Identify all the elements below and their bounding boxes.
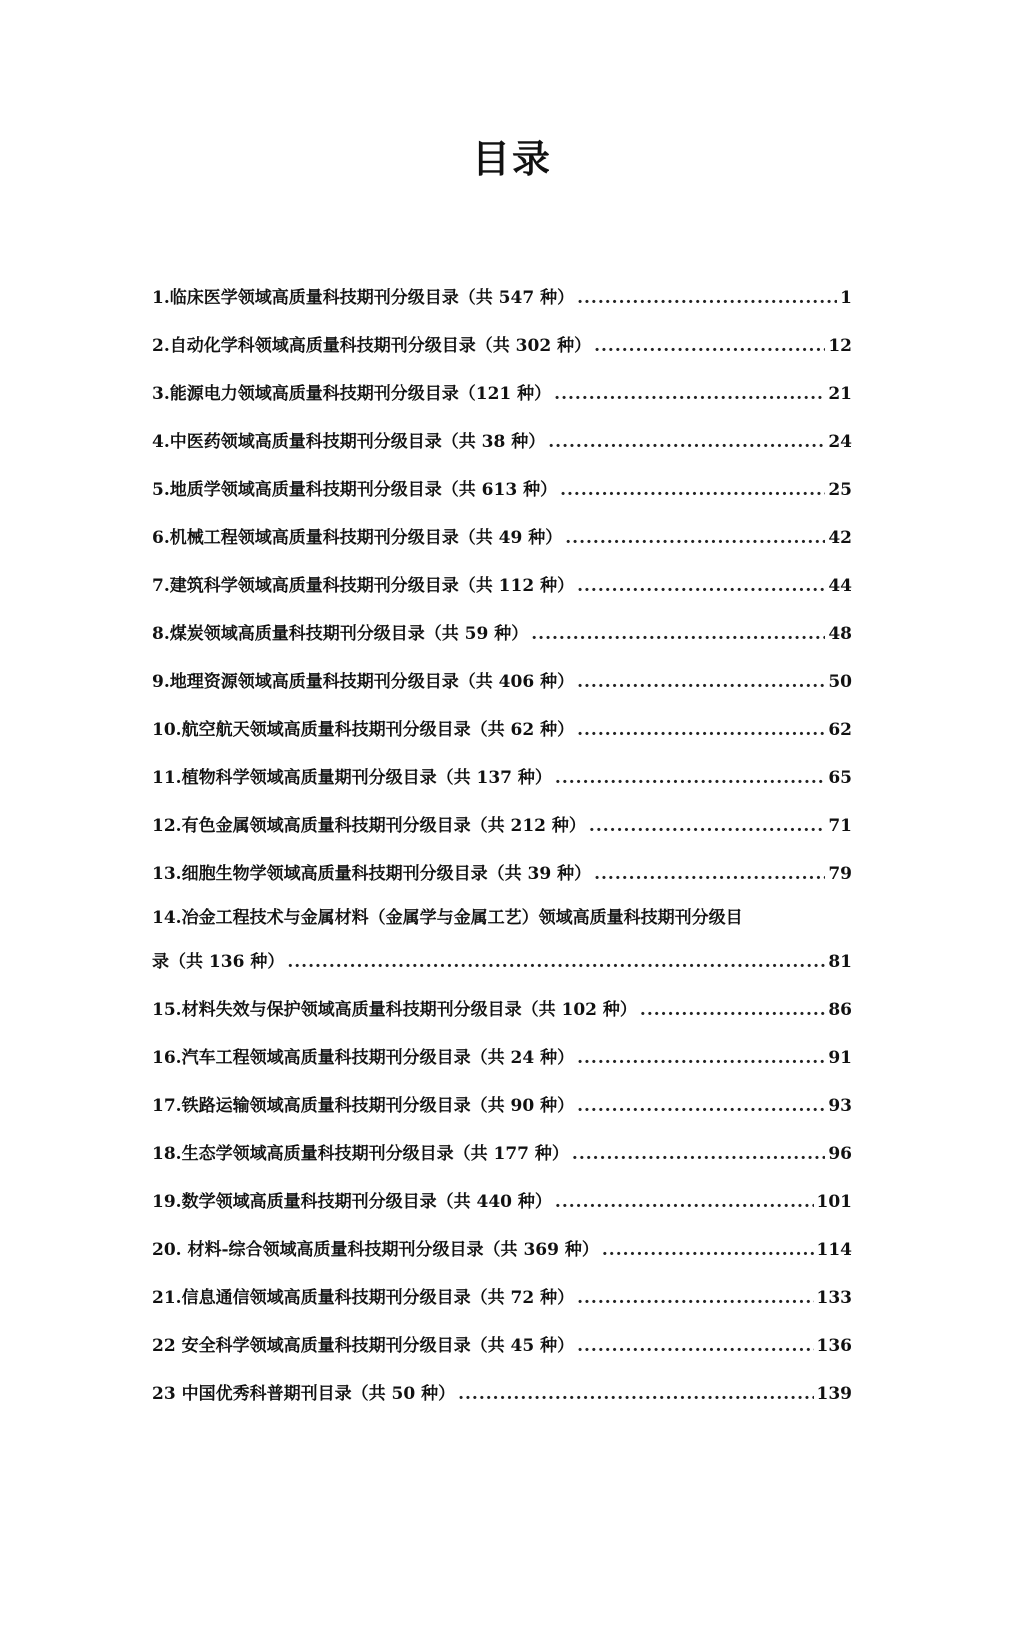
toc-entry-title: 1.临床医学领域高质量科技期刊分级目录（共 547 种） — [152, 288, 575, 308]
toc-entry-title: 5.地质学领域高质量科技期刊分级目录（共 613 种） — [152, 480, 558, 500]
toc-entry-title: 8.煤炭领域高质量科技期刊分级目录（共 59 种） — [152, 624, 529, 644]
toc-entry[interactable] — [152, 859, 852, 907]
toc-leader-dots — [577, 1096, 825, 1116]
toc-entry[interactable] — [152, 995, 852, 1043]
toc-leader-dots — [589, 816, 825, 836]
toc-entry-continuation — [152, 947, 852, 995]
toc-leader-dots — [577, 1336, 813, 1356]
toc-entry-title: 11.植物科学领域高质量期刊分级目录（共 137 种） — [152, 768, 552, 788]
toc-entry-title: 19.数学领域高质量科技期刊分级目录（共 440 种） — [152, 1192, 552, 1212]
toc-page-number: 133 — [816, 1288, 852, 1308]
toc-entry-title: 3.能源电力领域高质量科技期刊分级目录（121 种） — [152, 384, 552, 404]
toc-leader-dots — [565, 528, 825, 548]
toc-entry-title: 9.地理资源领域高质量科技期刊分级目录（共 406 种） — [152, 672, 575, 692]
toc-leader-dots — [577, 1048, 825, 1068]
toc-entry-title: 12.有色金属领域高质量科技期刊分级目录（共 212 种） — [152, 816, 586, 836]
toc-page-number: 1 — [840, 288, 852, 308]
toc-page-number: 136 — [816, 1336, 852, 1356]
toc-leader-dots — [287, 952, 825, 972]
toc-entry[interactable] — [152, 619, 852, 667]
toc-page-number: 12 — [828, 336, 852, 356]
toc-entry[interactable] — [152, 523, 852, 571]
toc-entry[interactable] — [152, 1283, 852, 1331]
toc-page-number: 24 — [828, 432, 852, 452]
toc-entry[interactable] — [152, 667, 852, 715]
toc-entry[interactable] — [152, 763, 852, 811]
toc-page-number: 79 — [828, 864, 852, 884]
toc-entry-title: 2.自动化学科领域高质量科技期刊分级目录（共 302 种） — [152, 336, 592, 356]
toc-page-number: 81 — [828, 952, 852, 972]
toc-leader-dots — [555, 1192, 814, 1212]
toc-page-number: 96 — [828, 1144, 852, 1164]
toc-leader-dots — [548, 432, 825, 452]
toc-entry[interactable] — [152, 1091, 852, 1139]
toc-entry[interactable] — [152, 1331, 852, 1379]
toc-entry-title: 6.机械工程领域高质量科技期刊分级目录（共 49 种） — [152, 528, 563, 548]
toc-entry[interactable] — [152, 379, 852, 427]
toc-entry[interactable] — [152, 283, 852, 331]
toc-page-number: 42 — [828, 528, 852, 548]
toc-entry[interactable] — [152, 331, 852, 379]
toc-entry[interactable] — [152, 1043, 852, 1091]
toc-leader-dots — [555, 768, 825, 788]
toc-entry[interactable] — [152, 1379, 852, 1427]
toc-leader-dots — [594, 336, 825, 356]
toc-entry-title: 14.冶金工程技术与金属材料（金属学与金属工艺）领域高质量科技期刊分级目 — [152, 908, 743, 928]
toc-page-number: 48 — [828, 624, 852, 644]
toc-page-number: 101 — [816, 1192, 852, 1212]
toc-entry-title: 4.中医药领域高质量科技期刊分级目录（共 38 种） — [152, 432, 546, 452]
toc-leader-dots — [554, 384, 825, 404]
toc-entry[interactable] — [152, 1139, 852, 1187]
toc-entry-title: 22 安全科学领域高质量科技期刊分级目录（共 45 种） — [152, 1336, 575, 1356]
toc-page-number: 65 — [828, 768, 852, 788]
toc-entry[interactable] — [152, 1187, 852, 1235]
toc-leader-dots — [577, 720, 825, 740]
toc-page-number: 93 — [828, 1096, 852, 1116]
page-title: 目录 — [471, 136, 552, 181]
toc-page-number: 139 — [816, 1384, 852, 1404]
toc-leader-dots — [640, 1000, 825, 1020]
toc-entry-title: 23 中国优秀科普期刊目录（共 50 种） — [152, 1384, 456, 1404]
toc-leader-dots — [577, 576, 825, 596]
toc-entry-title: 15.材料失效与保护领域高质量科技期刊分级目录（共 102 种） — [152, 1000, 637, 1020]
toc-leader-dots — [531, 624, 825, 644]
toc-page-number: 86 — [828, 1000, 852, 1020]
toc-leader-dots — [572, 1144, 825, 1164]
toc-entry-title: 18.生态学领域高质量科技期刊分级目录（共 177 种） — [152, 1144, 569, 1164]
toc-entry[interactable] — [152, 907, 852, 995]
toc-entry[interactable] — [152, 1235, 852, 1283]
toc-entry-title: 21.信息通信领域高质量科技期刊分级目录（共 72 种） — [152, 1288, 575, 1308]
toc-entry-title: 10.航空航天领域高质量科技期刊分级目录（共 62 种） — [152, 720, 575, 740]
toc-leader-dots — [594, 864, 825, 884]
toc-entry[interactable] — [152, 427, 852, 475]
toc-entry-title: 13.细胞生物学领域高质量科技期刊分级目录（共 39 种） — [152, 864, 592, 884]
toc-page-number: 91 — [828, 1048, 852, 1068]
toc-entry[interactable] — [152, 715, 852, 763]
toc-page-number: 25 — [828, 480, 852, 500]
toc-entry-title-continued: 录（共 136 种） — [152, 952, 285, 972]
toc-entry-title: 16.汽车工程领域高质量科技期刊分级目录（共 24 种） — [152, 1048, 575, 1068]
toc-leader-dots — [602, 1240, 814, 1260]
toc-leader-dots — [577, 1288, 813, 1308]
toc-entry-title: 7.建筑科学领域高质量科技期刊分级目录（共 112 种） — [152, 576, 575, 596]
toc-leader-dots — [560, 480, 825, 500]
toc-leader-dots — [458, 1384, 813, 1404]
toc-page-number: 44 — [828, 576, 852, 596]
toc-page-number: 50 — [828, 672, 852, 692]
toc-entry[interactable] — [152, 475, 852, 523]
toc-page-number: 62 — [828, 720, 852, 740]
toc-entry[interactable] — [152, 571, 852, 619]
toc-page-number: 21 — [828, 384, 852, 404]
toc-page-number: 114 — [816, 1240, 852, 1260]
toc-leader-dots — [577, 288, 837, 308]
table-of-contents — [152, 283, 852, 1427]
toc-page-number: 71 — [828, 816, 852, 836]
toc-entry-title: 20. 材料-综合领域高质量科技期刊分级目录（共 369 种） — [152, 1240, 599, 1260]
toc-leader-dots — [577, 672, 825, 692]
toc-entry-title: 17.铁路运输领域高质量科技期刊分级目录（共 90 种） — [152, 1096, 575, 1116]
toc-entry[interactable] — [152, 811, 852, 859]
